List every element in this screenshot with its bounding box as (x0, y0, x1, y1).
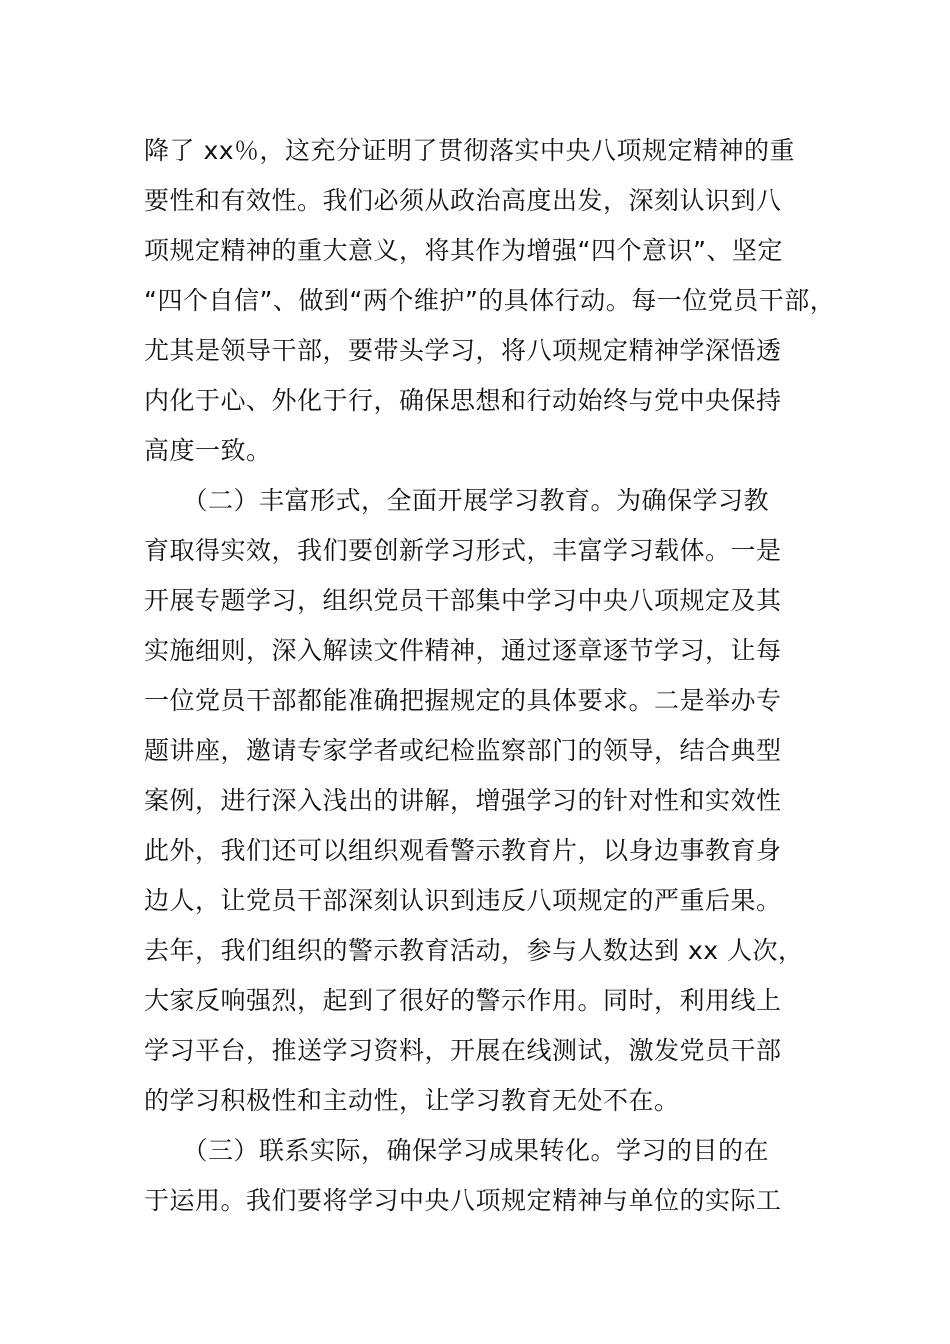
text-line: “四个自信”、做到“两个维护”的具体行动。每一位党员干部， (144, 286, 836, 315)
section-heading-line: （三）联系实际，确保学习成果转化。学习的目的在 (144, 1136, 770, 1165)
document-body (144, 126, 836, 1226)
text-line: 育取得实效，我们要创新学习形式，丰富学习载体。一是 (144, 536, 782, 565)
text-line: 一位党员干部都能准确把握规定的具体要求。二是举办专 (144, 686, 782, 715)
text-line: 案例，进行深入浅出的讲解，增强学习的针对性和实效性 (144, 786, 782, 815)
text-line: 项规定精神的重大意义，将其作为增强“四个意识”、坚定 (144, 236, 783, 265)
text-line: 开展专题学习，组织党员干部集中学习中央八项规定及其 (144, 586, 782, 615)
text-line: 内化于心、外化于行，确保思想和行动始终与党中央保持 (144, 386, 782, 415)
text-line: 降了 xx％，这充分证明了贯彻落实中央八项规定精神的重 (144, 136, 796, 165)
text-line: 要性和有效性。我们必须从政治高度出发，深刻认识到八 (144, 186, 782, 215)
text-line: 学习平台，推送学习资料，开展在线测试，激发党员干部 (144, 1036, 782, 1065)
text-line: 尤其是领导干部，要带头学习，将八项规定精神学深悟透 (144, 336, 782, 365)
text-line: 边人，让党员干部深刻认识到违反八项规定的严重后果。 (144, 886, 782, 915)
text-line: 的学习积极性和主动性，让学习教育无处不在。 (144, 1086, 680, 1115)
section-heading-line: （二）丰富形式，全面开展学习教育。为确保学习教 (144, 486, 770, 515)
text-line: 高度一致。 (144, 436, 272, 465)
text-line: 于运用。我们要将学习中央八项规定精神与单位的实际工 (144, 1186, 782, 1215)
text-line: 题讲座，邀请专家学者或纪检监察部门的领导，结合典型 (144, 736, 782, 765)
text-line: 大家反响强烈，起到了很好的警示作用。同时，利用线上 (144, 986, 782, 1015)
text-line: 去年，我们组织的警示教育活动，参与人数达到 xx 人次， (144, 936, 804, 965)
text-line: 实施细则，深入解读文件精神，通过逐章逐节学习，让每 (144, 636, 782, 665)
text-line: 此外，我们还可以组织观看警示教育片，以身边事教育身 (144, 836, 782, 865)
